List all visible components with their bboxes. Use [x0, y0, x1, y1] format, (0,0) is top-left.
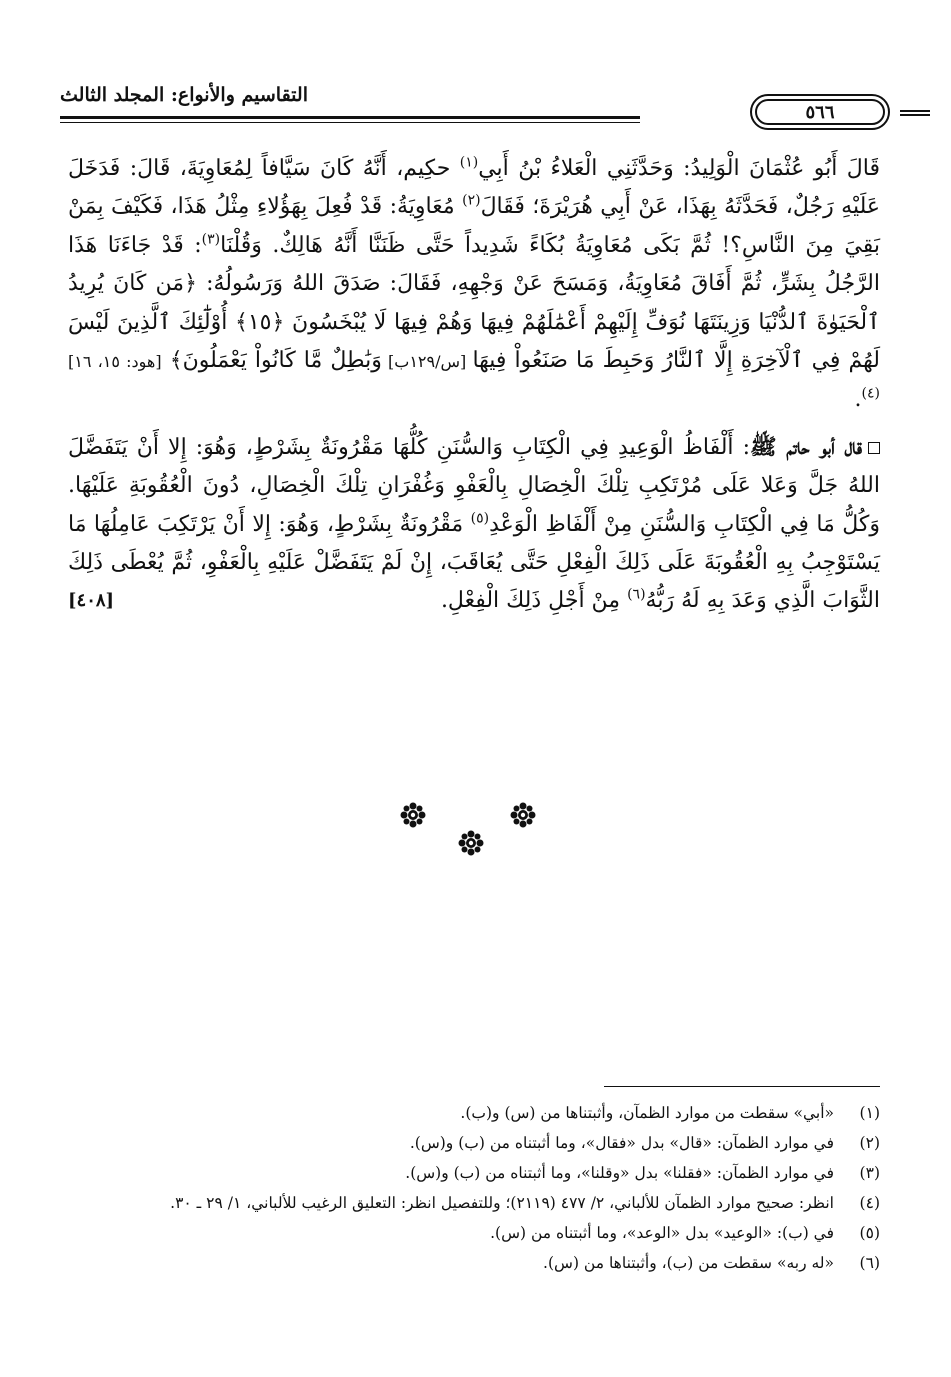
page-header	[60, 84, 880, 140]
running-title: التقاسيم والأنواع: المجلد الثالث	[60, 84, 308, 106]
page-number: ٥٦٦	[755, 99, 885, 125]
footnote-text: في موارد الظمآن: «فقلنا» بدل «وقلنا»، وما أثبتناه من (ب) و(س).	[405, 1164, 834, 1182]
footnote-marker: (٤)	[861, 386, 880, 403]
footnote-text: في موارد الظمآن: «قال» بدل «فقال»، وما أثبتناه من (ب) و(س).	[409, 1134, 834, 1152]
footnote-marker: (٦)	[627, 587, 646, 604]
manuscript-ref: [س/١٢٩ب]	[381, 352, 473, 372]
speaker-label: قال أبو حاتم ﷺ	[750, 433, 862, 460]
header-rule-thin	[60, 122, 640, 123]
page-number-frame	[750, 94, 890, 130]
footnote-number: (٣)	[859, 1164, 880, 1182]
footnote-number: (٦)	[859, 1254, 880, 1272]
text-segment: قَالَ أَبُو عُثْمَانَ الْوَلِيدُ: وَحَدَّثَنِي الْعَلاءُ بْنُ أَبِي	[478, 156, 880, 181]
footnote-marker: (٣)	[201, 231, 221, 248]
text-segment: حكِيم، أَنَّهُ كَانَ سَيَّافاً لِمُعَاوِيَةَ، قَالَ: فَدَخَلَ عَلَيْهِ رَجُلٌ، فَحَدَّثَهُ بِهَذَا، عَنْ أَبِي هُرَيْرَةَ؛ فَقَالَ	[68, 156, 880, 220]
text-segment: مِنْ أَجْلِ ذَلِكَ الْفِعْلِ.	[440, 588, 628, 614]
quran-reference: [هود: ١٥، ١٦]	[68, 352, 162, 372]
text-segment: .	[854, 387, 862, 413]
main-text	[68, 150, 880, 621]
text-segment: مَقْرُونَةٌ بِشَرْطٍ، وَهُوَ: إِلا أَنْ يَرْتَكِبَ عَامِلُهَا مَا يَسْتَوْجِبُ بِهِ الْعُقُوبَةَ عَلَى ذَلِكَ الْفِعْلِ حَتَّى يُعَاقَبَ، إِنْ لَمْ يَتَفَضَّلْ عَلَيْهِ بِالْعَفْوِ، ثُمَّ يُعْطَى ذَلِكَ الثَّوَابَ الَّذِي وَعَدَ بِهِ لَهُ رَبُّهُ	[68, 511, 880, 614]
footnote-separator	[604, 1086, 880, 1087]
footnotes	[70, 1098, 880, 1278]
footnote-marker: (٥)	[470, 510, 490, 527]
paragraph-hadith	[68, 150, 880, 420]
page-number-ornament	[900, 110, 930, 116]
square-bullet-icon	[868, 442, 880, 454]
footnote-text: انظر: صحيح موارد الظمآن للألباني، ٢/ ٤٧٧ (٢١١٩)؛ وللتفصيل انظر: التعليق الرغيب للألباني، ١/ ٢٩ ـ ٣٠.	[170, 1194, 834, 1212]
quran-verse-end: وَبَٰطِلٌ مَّا كَانُواْ يَعْمَلُونَ﴾	[161, 348, 382, 374]
footnote-number: (٤)	[859, 1194, 880, 1212]
flower-ornament-icon	[458, 830, 484, 856]
flower-ornament-icon	[510, 802, 536, 828]
footnote-number: (١)	[859, 1104, 880, 1122]
footnote-number: (٢)	[859, 1134, 880, 1152]
paragraph-commentary	[68, 428, 880, 621]
footnote-text: «أبي» سقطت من موارد الظمآن، وأثبتناها من (س) و(ب).	[460, 1104, 834, 1122]
footnote	[70, 1158, 880, 1188]
footnote-marker: (١)	[459, 154, 479, 171]
footnote	[70, 1218, 880, 1248]
section-ornaments	[390, 800, 550, 860]
flower-ornament-icon	[400, 802, 426, 828]
footnote-text: في (ب): «الوعيد» بدل «الوعد»، وما أثبتناه من (س).	[490, 1224, 834, 1242]
footnote	[70, 1248, 880, 1278]
footnote-text: «له ربه» سقطت من (ب)، وأثبتناها من (س).	[543, 1254, 834, 1272]
text-segment: مُعَاوِيَةُ: قَدْ فُعِلَ بِهَؤُلاءِ مِثْلُ هَذَا، فَكَيْفَ بِمَنْ بَقِيَ مِنَ النَّاسِ؟! ثُمَّ بَكَى مُعَاوِيَةُ بُكَاءً شَدِيداً حَتَّى ظَنَنَّا أَنَّهُ هَالِكٌ. وَقُلْنَا	[68, 194, 880, 258]
hadith-number: [٤٠٨]	[68, 590, 115, 612]
footnote	[70, 1098, 880, 1128]
quran-verse: : قَدْ جَاءَنَا هَذَا الرَّجُلُ بِشَرٍّ، ثُمَّ أَفَاقَ مُعَاوِيَةُ، وَمَسَحَ عَنْ وَجْهِهِ، فَقَالَ: صَدَقَ اللهُ وَرَسُولُهُ: ﴿مَن كَانَ يُرِيدُ ٱلْحَيَوٰةَ ٱلدُّنْيَا وَزِينَتَهَا نُوَفِّ إِلَيْهِمْ أَعْمَٰلَهُمْ فِيهَا وَهُمْ فِيهَا لَا يُبْخَسُونَ ﴿١٥﴾ أُوْلَٰٓئِكَ ٱلَّذِينَ لَيْسَ لَهُمْ فِي ٱلْآخِرَةِ إِلَّا ٱلنَّارُ وَحَبِطَ مَا صَنَعُواْ فِيهَا	[68, 232, 881, 374]
text-segment: : أَلْفَاظُ الْوَعِيدِ فِي الْكِتَابِ وَالسُّنَنِ كُلُّهَا مَقْرُونَةٌ بِشَرْطٍ، وَهُوَ: إِلا أَنْ يَتَفَضَّلَ اللهُ جَلَّ وَعَلا عَلَى مُرْتَكِبِ تِلْكَ الْخِصَالِ بِالْعَفْوِ وَغُفْرَانِ تِلْكَ الْخِصَالِ، دُونَ الْعُقُوبَةِ عَلَيْهَا. وَكُلُّ مَا فِي الْكِتَابِ وَالسُّنَنِ مِنْ أَلْفَاظِ الْوَعْدِ	[68, 434, 881, 537]
footnote-number: (٥)	[859, 1224, 880, 1242]
header-rule	[60, 116, 640, 119]
footnote	[70, 1128, 880, 1158]
footnote	[70, 1188, 880, 1218]
footnote-marker: (٢)	[462, 193, 481, 210]
